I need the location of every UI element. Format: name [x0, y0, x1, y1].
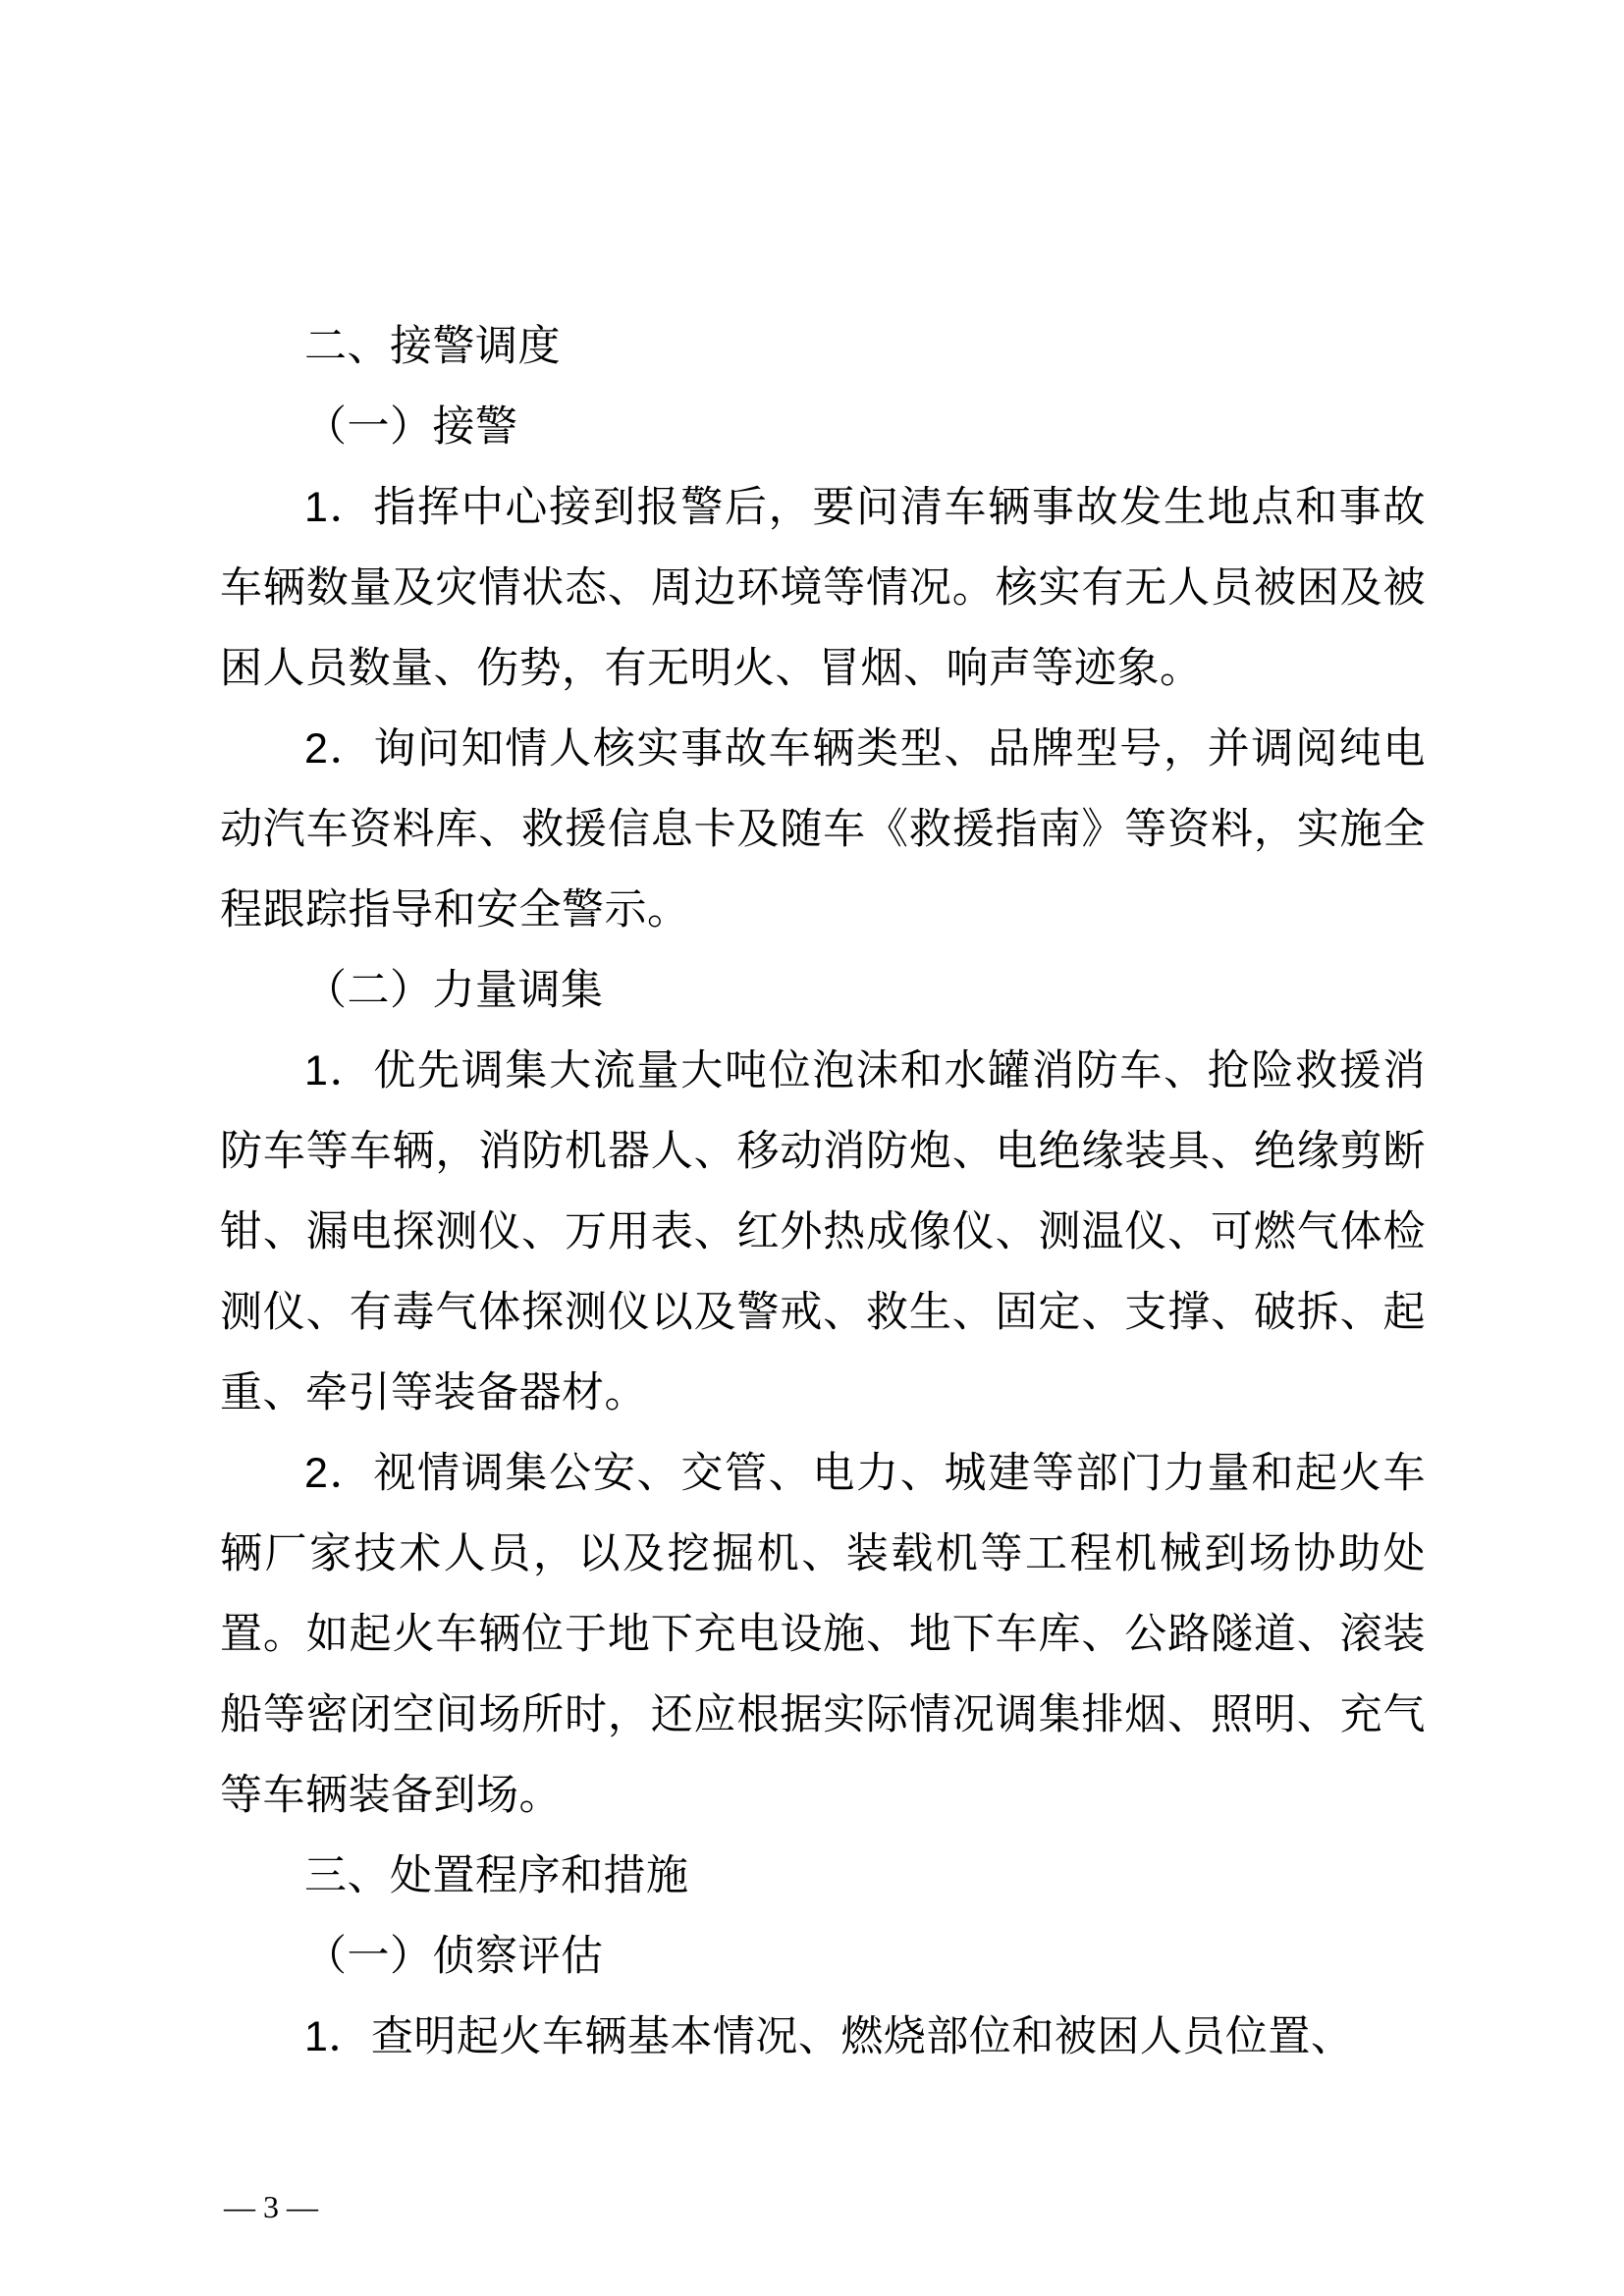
body-paragraph: 2．询问知情人核实事故车辆类型、品牌型号，并调阅纯电动汽车资料库、救援信息卡及随车《救援指南》等资料，实施全程跟踪指导和安全警示。: [220, 725, 1426, 934]
section-heading: （二）力量调集: [304, 967, 604, 1014]
document-body: [220, 306, 1426, 2077]
body-paragraph: 1．查明起火车辆基本情况、燃烧部位和被困人员位置、: [304, 2013, 1354, 2060]
section-heading: （一）接警: [304, 403, 518, 451]
section-heading: （一）侦察评估: [304, 1933, 604, 1980]
body-paragraph: 1．指挥中心接到报警后，要问清车辆事故发生地点和事故车辆数量及灾情状态、周边环境等情况。核实有无人员被困及被困人员数量、伤势，有无明火、冒烟、响声等迹象。: [220, 484, 1426, 692]
page-number: — 3 —: [224, 2189, 318, 2224]
body-paragraph: 1．优先调集大流量大吨位泡沫和水罐消防车、抢险救援消防车等车辆，消防机器人、移动消防炮、电绝缘装具、绝缘剪断钳、漏电探测仪、万用表、红外热成像仪、测温仪、可燃气体检测仪、有毒气体探测仪以及警戒、救生、固定、支撑、破拆、起重、牵引等装备器材。: [220, 1047, 1426, 1416]
section-heading: 三、处置程序和措施: [304, 1852, 689, 1899]
body-paragraph: 2．视情调集公安、交管、电力、城建等部门力量和起火车辆厂家技术人员，以及挖掘机、装载机等工程机械到场协助处置。如起火车辆位于地下充电设施、地下车库、公路隧道、滚装船等密闭空间场所时，还应根据实际情况调集排烟、照明、充气等车辆装备到场。: [220, 1450, 1426, 1819]
section-heading: 二、接警调度: [304, 323, 561, 370]
